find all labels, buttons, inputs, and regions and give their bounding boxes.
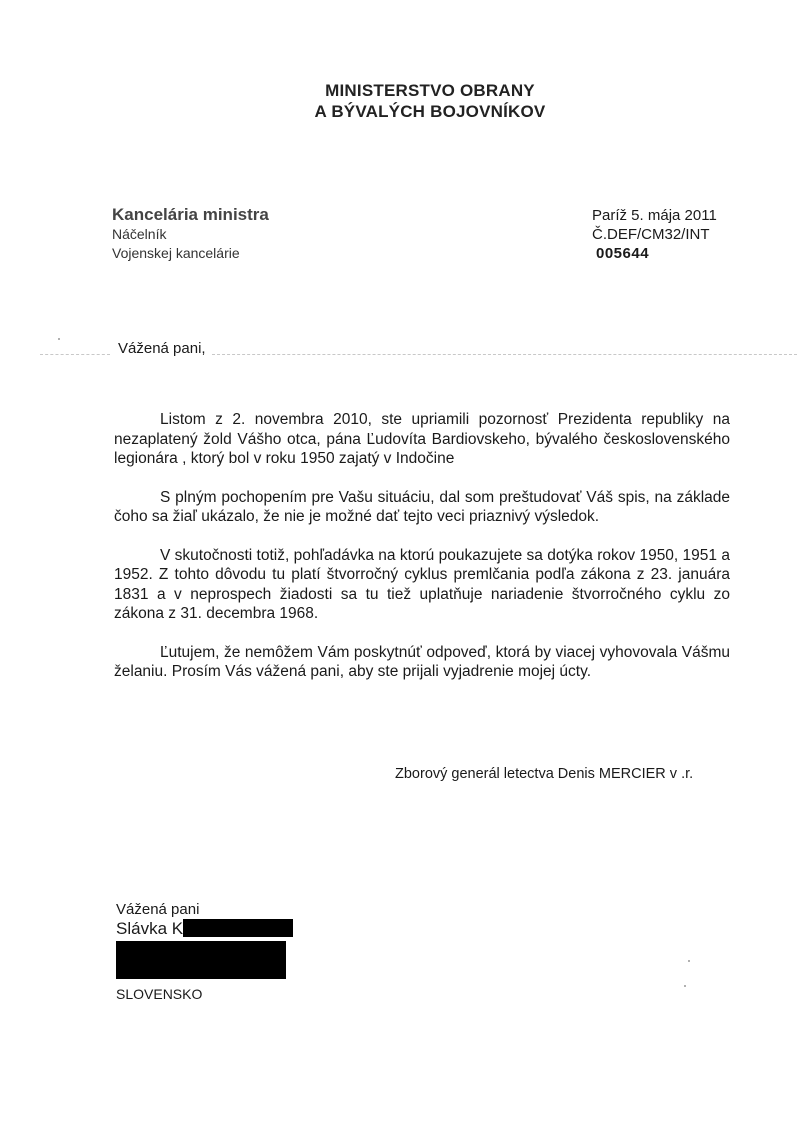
letter-body: [114, 410, 730, 701]
sender-title: Náčelník: [112, 226, 167, 242]
recipient-salutation: Vážená pani: [116, 901, 200, 918]
redaction-bar-address: [116, 941, 286, 979]
sender-department: Vojenskej kancelárie: [112, 245, 240, 261]
scan-speck: [688, 960, 690, 962]
paragraph-3: V skutočnosti totiž, pohľadávka na ktorú poukazujete sa dotýka rokov 1950, 1951 a 1952. Z tohto dôvodu tu platí štvorročný cyklus premlčania podľa zákona z 23. januára 1831 a v neprospech žiadosti sa tu tiež uplatňuje nariadenie štvorročného cyklu zo zákona z 31. decembra 1968.: [114, 546, 730, 622]
scan-speck: [684, 985, 686, 987]
reference-code: Č.DEF/CM32/INT: [592, 226, 710, 243]
paragraph-4: Ľutujem, že nemôžem Vám poskytnúť odpoveď, ktorá by viacej vyhovovala Vášmu želaniu. Prosím Vás vážená pani, aby ste prijali vyjadrenie mojej úcty.: [114, 643, 730, 680]
redaction-bar-name: [183, 919, 293, 937]
scan-speck: [58, 338, 60, 340]
sender-block: [112, 205, 269, 263]
salutation: Vážená pani,: [118, 340, 206, 357]
recipient-name: Slávka K: [116, 919, 184, 938]
letterhead-line-1: MINISTERSTVO OBRANY: [325, 81, 535, 100]
recipient-address: [116, 900, 293, 1004]
place-date: Paríž 5. mája 2011: [592, 207, 717, 224]
signature-line: Zborový generál letectva Denis MERCIER v .r.: [395, 766, 694, 782]
scan-artifact-line: [212, 354, 797, 355]
recipient-name-line: [116, 919, 293, 938]
reference-number: 005644: [596, 245, 650, 262]
scan-artifact-line-left: [40, 354, 110, 355]
letterhead: [0, 80, 800, 122]
paragraph-1: Listom z 2. novembra 2010, ste upriamili pozornosť Prezidenta republiky na nezaplatený žold Vášho otca, pána Ľudovíta Bardiovskeho, bývalého československého legionára , ktorý bol v roku 1950 zajatý v Indočine: [114, 411, 730, 467]
paragraph-2: S plným pochopením pre Vašu situáciu, dal som preštudovať Váš spis, na základe čoho sa žiaľ ukázalo, že nie je možné dať tejto veci priaznivý výsledok.: [114, 488, 730, 525]
reference-block: [592, 206, 717, 263]
recipient-country: SLOVENSKO: [116, 986, 203, 1002]
sender-office: Kancelária ministra: [112, 205, 269, 224]
letterhead-line-2: A BÝVALÝCH BOJOVNÍKOV: [314, 102, 546, 121]
